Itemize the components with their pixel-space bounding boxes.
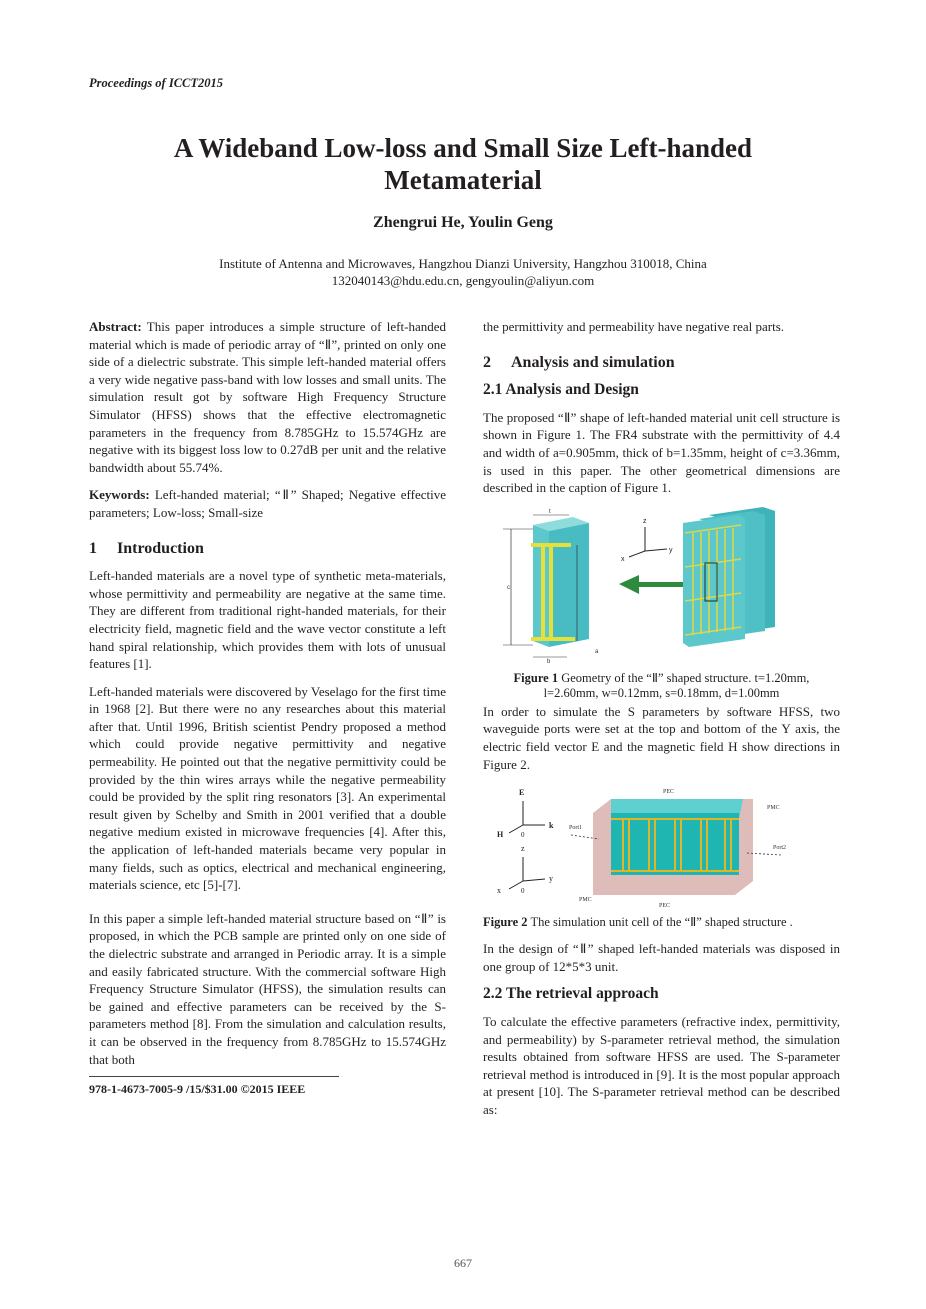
xyz-axes-icon: [497, 844, 553, 895]
array-drawing: [683, 507, 775, 647]
svg-text:a: a: [595, 648, 599, 655]
figure-1-caption-line-1: Geometry of the “Ⅱ” shaped structure. t=1.20mm,: [558, 670, 810, 685]
figure-1-caption: [483, 671, 840, 701]
svg-text:k: k: [549, 821, 554, 831]
section-title: Analysis and simulation: [511, 353, 675, 371]
intro-paragraph-2: Left-handed materials were discovered by Veselago for the first time in 1968 [2]. But there were no any researches about this material after that. Until 1996, British scientist Pendry proposed a method which could provide negative permittivity and negative permeability. He pointed out that the negative permittivity could be provided by the thin wires arrays while the negative permeability could be provided by the split ring resonators [3]. An experimental result given by Schelby and Smith in 2001 verified that a double negative medium existed in microwave frequencies [4]. After this, the application of left-handed materials became very popular in many fields, such as optics, electrical and mechanical engineering, materials science, etc [5]-[7].: [89, 683, 446, 893]
section-number: 2: [483, 353, 491, 371]
keywords-label: Keywords:: [89, 487, 150, 503]
abstract-label: Abstract:: [89, 319, 142, 334]
svg-text:b: b: [547, 658, 551, 665]
svg-text:0: 0: [521, 831, 525, 840]
svg-text:Port1: Port1: [569, 825, 583, 832]
svg-text:0: 0: [521, 887, 525, 896]
ehk-axes-icon: [497, 788, 554, 839]
subsection-2-1-heading: 2.1 Analysis and Design: [483, 381, 639, 399]
title-line-1: A Wideband Low-loss and Small Size Left-handed: [173, 133, 753, 163]
section-number: 1: [89, 539, 97, 557]
svg-text:x: x: [621, 555, 625, 563]
svg-text:Port2: Port2: [773, 845, 787, 852]
figure-2-label: Figure 2: [483, 915, 528, 930]
svg-text:E: E: [519, 788, 525, 798]
figure-2: [483, 783, 840, 911]
page-number: 667: [454, 1256, 472, 1270]
intro-paragraph-1: Left-handed materials are a novel type of synthetic meta-materials, whose permittivity and permeability are negative at the same time. They are different from traditional right-handed materials, for their electricity field, magnetic field and the wave vector constitute a left hand spiral relationship, which provides them with lots of unusual features [1].: [89, 568, 446, 672]
svg-text:PMC: PMC: [579, 897, 592, 904]
paper-title: [80, 132, 846, 196]
svg-text:t: t: [549, 508, 551, 515]
section-1-heading: [89, 540, 446, 558]
unit-cell-drawing: [503, 509, 599, 665]
intro-paragraph-3: In this paper a simple left-handed material structure based on “Ⅱ” is proposed, in which the PCB sample are printed only on one side of the dielectric substrate and arranged in Periodic array. It is a simple and easily fabricated structure. With the commercial software High Frequency Structure Simulator (HFSS), the simulation results can be gained and effective parameters can be received by the S-parameters method [8]. From the simulation and calculation results, it can be observed in the frequency from 8.785GHz to 15.574GHz that both: [89, 910, 446, 1067]
design-group-paragraph: In the design of “Ⅱ” shaped left-handed materials was disposed in one group of 12*5*3 unit.: [483, 941, 840, 974]
retrieval-paragraph: To calculate the effective parameters (refractive index, permittivity, and permeability) by S-parameter retrieval method, the simulation results obtained from software HFSS are used. The S-parameter retrieval method is introduced in [9]. It is the most popular approach at present [10]. The S-parameter retrieval method can be described as:: [483, 1013, 840, 1117]
svg-text:PEC: PEC: [663, 789, 675, 796]
subsection-2-2-heading: 2.2 The retrieval approach: [483, 985, 659, 1003]
axes-icon: [621, 518, 673, 563]
hfss-paragraph: In order to simulate the S parameters by software HFSS, two waveguide ports were set at the top and bottom of the Y axis, the electric field vector E and the magnetic field H show directions in Figure 2.: [483, 703, 840, 772]
affiliation: Institute of Antenna and Microwaves, Hangzhou Dianzi University, Hangzhou 310018, China: [219, 256, 707, 271]
continued-paragraph: the permittivity and permeability have negative real parts.: [483, 319, 785, 334]
design-paragraph: The proposed “Ⅱ” shape of left-handed material unit cell structure is shown in Figure 1. The FR4 substrate with the permittivity of 4.4 and width of a=0.905mm, thick of b=1.35mm, height of c=3.36mm, is used in this paper. The other geometrical dimensions are described in the caption of Figure 1.: [483, 409, 840, 496]
section-title: Introduction: [117, 539, 204, 557]
running-head: Proceedings of ICCT2015: [89, 76, 224, 90]
simulation-box: [593, 799, 753, 895]
keywords: [89, 486, 446, 521]
title-line-2: Metamaterial: [384, 165, 542, 195]
svg-text:x: x: [497, 886, 501, 896]
figure-2-caption: [483, 915, 840, 930]
abstract-text: This paper introduces a simple structure of left-handed material which is made of periodic array of “Ⅱ”, printed on only one side of a dielectric substrate. This simple left-handed material offers a very wide negative pass-band with low losses and small units. The simulation result got by software High Frequency Structure Simulator (HFSS) shows that the effective electromagnetic parameters in the frequency from 8.785GHz to 15.574GHz are negative with its biggest loss low to 0.27dB per unit and the relative bandwidth about 55.74%.: [89, 319, 446, 475]
figure-1-caption-line-2: l=2.60mm, w=0.12mm, s=0.18mm, d=1.00mm: [543, 685, 780, 700]
right-column: [483, 318, 840, 1128]
left-column: [89, 318, 446, 1099]
svg-text:H: H: [497, 830, 504, 840]
keywords-text: Left-handed material; “Ⅱ” Shaped; Negative effective parameters; Low-loss; Small-size: [89, 487, 446, 520]
abstract: [89, 318, 446, 476]
svg-text:y: y: [549, 874, 553, 884]
svg-text:c: c: [507, 584, 510, 591]
footnote-rule: [89, 1076, 339, 1077]
figure-2-illustration: [483, 783, 840, 911]
svg-text:y: y: [669, 546, 673, 554]
figure-2-caption-text: The simulation unit cell of the “Ⅱ” shaped structure .: [527, 915, 793, 930]
figure-1: [483, 507, 840, 667]
authors: Zhengrui He, Youlin Geng: [373, 214, 553, 231]
affiliation-block: [80, 255, 846, 289]
svg-text:PEC: PEC: [659, 903, 671, 910]
svg-text:z: z: [521, 844, 525, 854]
emails: 132040143@hdu.edu.cn, gengyoulin@aliyun.com: [331, 273, 595, 288]
section-2-heading: [483, 354, 840, 372]
copyright-footnote: 978-1-4673-7005-9 /15/$31.00 ©2015 IEEE: [89, 1082, 306, 1097]
figure-1-illustration: [483, 507, 840, 667]
figure-1-label: Figure 1: [513, 670, 559, 685]
svg-text:z: z: [643, 517, 647, 525]
svg-text:PMC: PMC: [767, 805, 780, 812]
